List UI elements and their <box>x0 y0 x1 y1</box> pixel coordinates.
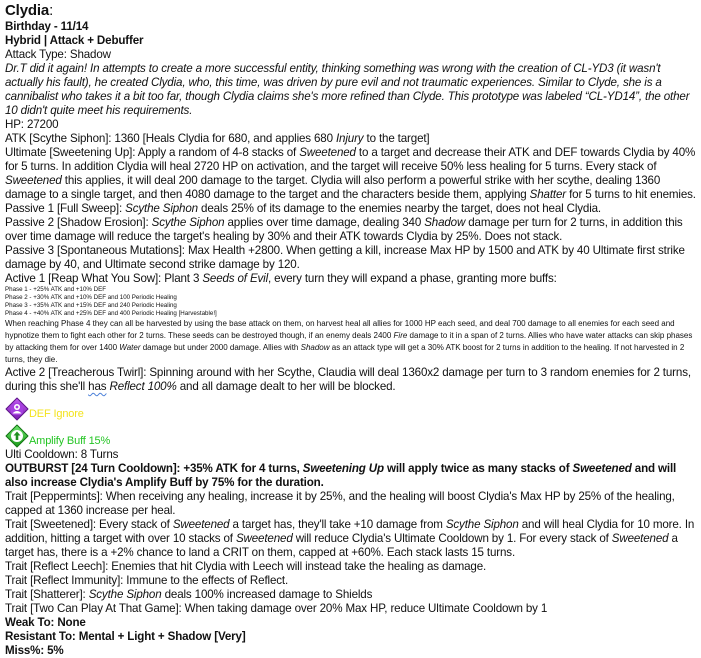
trait-reflect-immunity: Trait [Reflect Immunity]: Immune to the effects of Reflect. <box>5 574 289 587</box>
character-name: Clydia <box>5 2 50 19</box>
outburst: OUTBURST [24 Turn Cooldown]: +35% ATK for 4 turns, Sweetening Up will apply twice as many stacks of Sweetened and will also increase Clydia's Amplify Buff by 75% for the duration. <box>5 462 677 489</box>
miss-chance: Miss%: 5% <box>5 644 64 657</box>
def-ignore-icon <box>5 397 29 421</box>
trait-sweetened: Trait [Sweetened]: Every stack of Sweetened a target has, they'll take +10 damage from Scythe Siphon and will heal Clydia for 10 more. In addition, hitting a target with over 10 stacks of Sweetened will reduce Clydia's Ultimate Cooldown by 1. For every stack of Sweetened a target has, there is a +2% chance to land a CRIT on them, capped at +60%. Each stack lasts 15 turns. <box>5 518 695 559</box>
passive-2: Passive 2 [Shadow Erosion]: Scythe Siphon applies over time damage, dealing 340 Shadow damage per turn for 2 turns, in addition this over time damage will reduce the target's healing by 30% and their ATK towards Clydia by 25%. Does not stack. <box>5 216 683 243</box>
attack-type: Attack Type: Shadow <box>5 48 111 61</box>
weak-to: Weak To: None <box>5 616 86 629</box>
hp-stat: HP: 27200 <box>5 118 59 131</box>
lore-paragraph: Dr.T did it again! In attempts to create a more successful entity, thinking something was wrong with the creation of CL-YD3 (it wasn't actually his fault), he created Clydia, who, this time, was driven by pure evil and not traumatic experiences. Similar to Clyde, she is a cannibalist who takes it a bit too far, though Clydia claims she's more refined than Clyde. This prototype was labeled “CL-YD14”, the other 10 didn't quite meet his requirements. <box>5 62 690 117</box>
harvest-description: When reaching Phase 4 they can all be harvested by using the base attack on them, on harvest heal all allies for 1000 HP each seed, and deal 700 damage to all enemies for each seed and hypnotize them to fight each other for 2 turns. These seeds can be destroyed though, if an enemy deals 2400 Fire damage to it in a span of 2 turns. Allies who have water attacks can skip phases by attacking them for over 1400 Water damage but under 2000 damage. Allies with Shadow as an attack type will get a 30% ATK boost for 2 turns in addition to the healing. If not harvested in 2 turns, they die. <box>5 319 693 364</box>
active-2: Active 2 [Treacherous Twirl]: Spinning around with her Scythe, Claudia will deal 1360x2 damage per turn to 3 random enemies for 2 turns, during this she'll has Reflect 100% and all damage dealt to her will be blocked. <box>5 366 691 393</box>
phase-item: Phase 3 - +35% ATK and +15% DEF and 240 Periodic Healing <box>5 302 177 309</box>
spellcheck-word[interactable]: has <box>88 380 107 393</box>
resistant-to: Resistant To: Mental + Light + Shadow [Very] <box>5 630 246 643</box>
title-colon: : <box>49 2 54 19</box>
ultimate-ability: Ultimate [Sweetening Up]: Apply a random of 4-8 stacks of Sweetened to a target and decrease their ATK and DEF towards Clydia by 40% for 5 turns. In addition Clydia will heal 2720 HP on activation, and the target will receive 50% less healing for 5 turns. Every stack of Sweetened this applies, it will deal 200 damage to the target. Clydia will also perform a powerful strike with her scythe, dealing 1360 damage to a single target, and then 4080 damage to the target and the characters beside them, applying Shatter for 5 turns to hit enemies. <box>5 146 696 201</box>
effect-amplify-buff <box>5 421 696 448</box>
amplify-buff-icon <box>5 424 29 448</box>
active-1: Active 1 [Reap What You Sow]: Plant 3 Seeds of Evil, every turn they will expand a phase, granting more buffs: <box>5 272 557 285</box>
passive-1: Passive 1 [Full Sweep]: Scythe Siphon deals 25% of its damage to the enemies nearby the target, does not heal Clydia. <box>5 202 602 215</box>
role: Hybrid | Attack + Debuffer <box>5 34 144 47</box>
phase-list <box>5 286 696 318</box>
phase-item: Phase 2 - +30% ATK and +10% DEF and 100 Periodic Healing <box>5 294 177 301</box>
ulti-cooldown: Ulti Cooldown: 8 Turns <box>5 448 119 461</box>
phase-item: Phase 1 - +25% ATK and +10% DEF <box>5 286 107 293</box>
trait-shatterer: Trait [Shatterer]: Scythe Siphon deals 100% increased damage to Shields <box>5 588 373 601</box>
effect-label: DEF Ignore <box>29 408 84 420</box>
phase-item: Phase 4 - +40% ATK and +25% DEF and 400 Periodic Healing [Harvestable!] <box>5 310 217 317</box>
trait-peppermints: Trait [Peppermints]: When receiving any healing, increase it by 25%, and the healing will boost Clydia's Max HP by 25% of the healing, capped at 1360 increase per heal. <box>5 490 675 517</box>
atk-stat: ATK [Scythe Siphon]: 1360 [Heals Clydia for 680, and applies 680 Injury to the target] <box>5 132 430 145</box>
effect-label: Amplify Buff 15% <box>29 435 111 447</box>
passive-3: Passive 3 [Spontaneous Mutations]: Max Health +2800. When getting a kill, increase Max HP by 1500 and ATK by 40 Ultimate first strike damage by 40, and Ultimate second strike damage by 120. <box>5 244 685 271</box>
character-title <box>5 2 696 20</box>
trait-reflect-leech: Trait [Reflect Leech]: Enemies that hit Clydia with Leech will instead take the healing as damage. <box>5 560 487 573</box>
trait-two-can-play: Trait [Two Can Play At That Game]: When taking damage over 20% Max HP, reduce Ultimate Cooldown by 1 <box>5 602 548 615</box>
birthday: Birthday - 11/14 <box>5 20 89 33</box>
effect-def-ignore <box>5 394 696 421</box>
